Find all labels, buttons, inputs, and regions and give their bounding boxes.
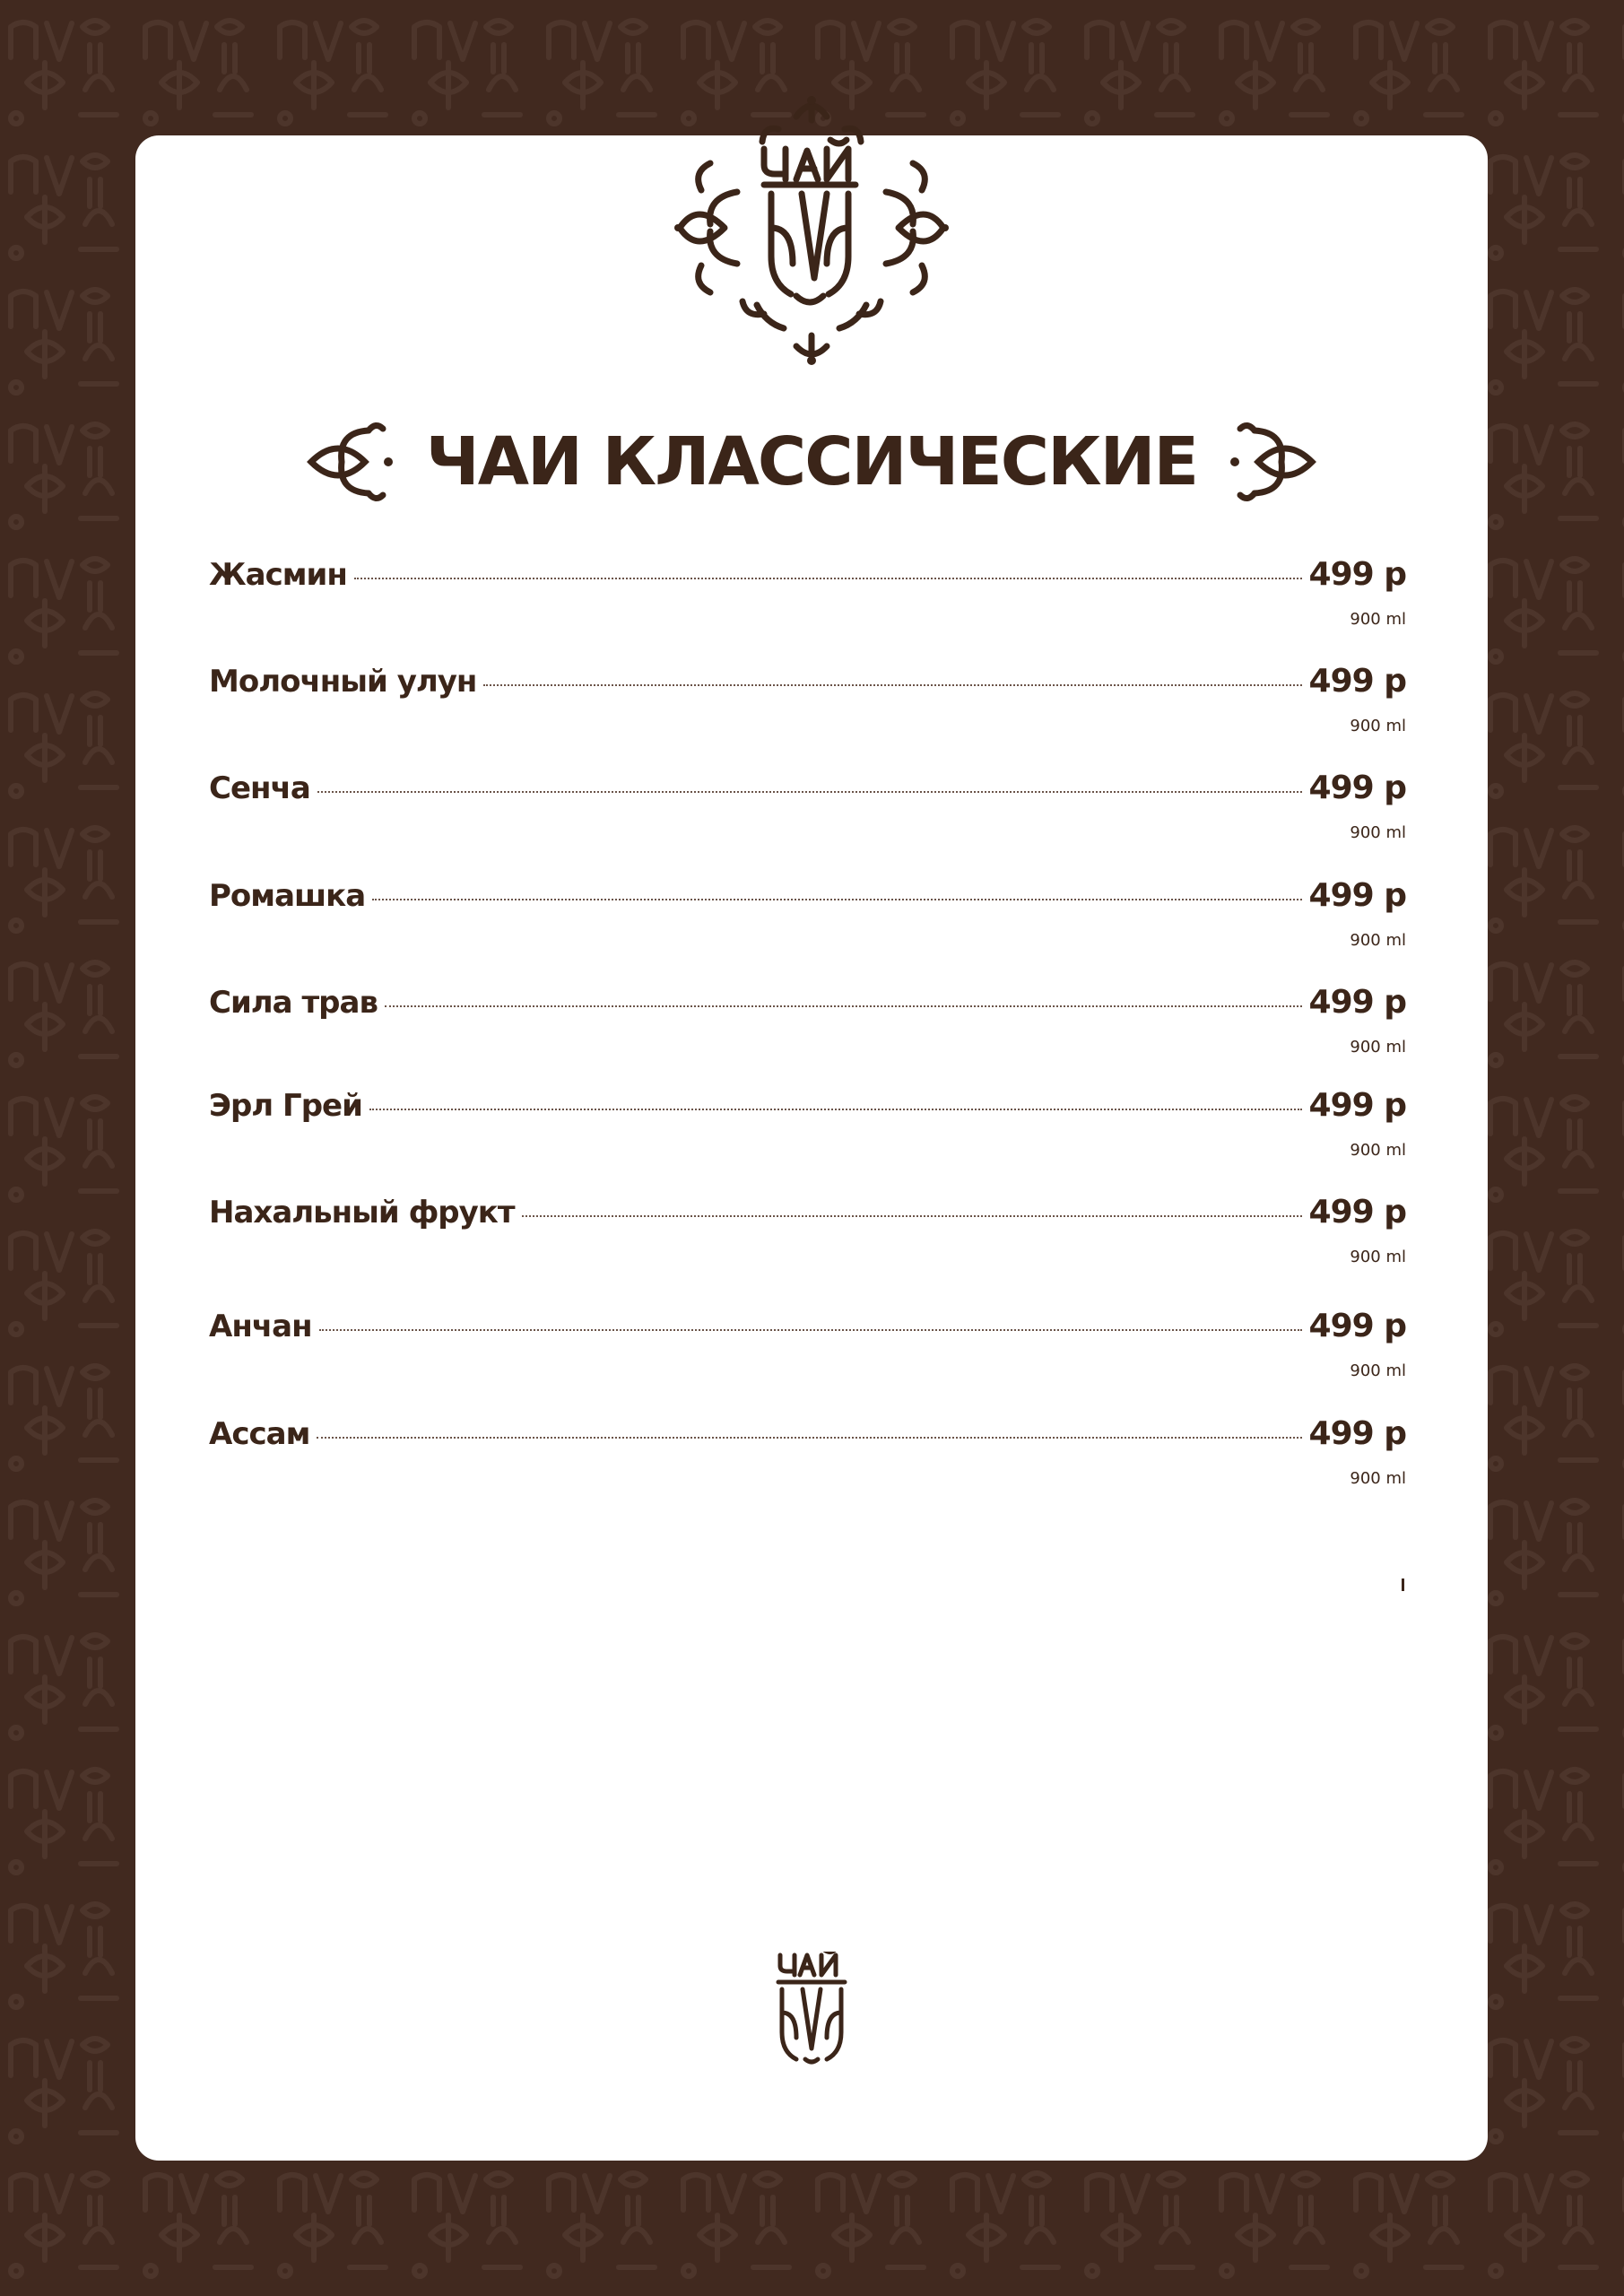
item-price: 499 р [1308,556,1406,593]
title-row [341,408,1282,516]
item-name: Ассам [209,1416,310,1452]
menu-item [209,770,1406,850]
item-price: 499 р [1308,770,1406,806]
item-name: Молочный улун [209,664,477,700]
dot-leader [372,899,1301,900]
ornament-left-icon [302,413,401,511]
tea-house-small-logo-icon [775,1952,848,2065]
menu-item [209,556,1406,637]
item-price: 499 р [1308,1194,1406,1231]
dot-leader [522,1215,1302,1217]
page-title: ЧАИ КЛАССИЧЕСКИЕ [425,423,1198,500]
item-name: Сила трав [209,985,378,1021]
menu-item [209,1308,1406,1388]
dot-leader [317,791,1302,793]
dot-leader [319,1329,1302,1331]
item-volume: 900 ml [1350,1469,1406,1488]
item-name: Нахальный фрукт [209,1195,515,1231]
menu-item [209,1194,1406,1274]
tea-house-crest-icon [671,93,952,366]
item-volume: 900 ml [1350,610,1406,629]
menu-item [209,1415,1406,1496]
menu-item [209,984,1406,1065]
ornament-right-icon [1222,413,1321,511]
item-name: Анчан [209,1309,312,1344]
item-price: 499 р [1308,1087,1406,1124]
item-volume: 900 ml [1350,717,1406,735]
item-name: Сенча [209,770,310,806]
item-volume: 900 ml [1350,1038,1406,1057]
item-price: 499 р [1308,1415,1406,1452]
item-volume: 900 ml [1350,1361,1406,1380]
item-price: 499 р [1308,984,1406,1021]
menu-item [209,1087,1406,1168]
dot-leader [369,1109,1302,1110]
item-price: 499 р [1308,877,1406,914]
item-price: 499 р [1308,663,1406,700]
item-volume: 900 ml [1350,931,1406,950]
item-price: 499 р [1308,1308,1406,1344]
menu-item [209,663,1406,744]
item-name: Ромашка [209,878,366,914]
menu-item [209,877,1406,958]
item-name: Эрл Грей [209,1088,362,1124]
item-name: Жасмин [209,557,347,593]
page-mark [1402,1578,1404,1591]
item-volume: 900 ml [1350,1248,1406,1266]
dot-leader [354,578,1302,579]
dot-leader [483,684,1301,686]
item-volume: 900 ml [1350,1141,1406,1160]
dot-leader [317,1437,1301,1439]
dot-leader [385,1005,1302,1007]
item-volume: 900 ml [1350,823,1406,842]
